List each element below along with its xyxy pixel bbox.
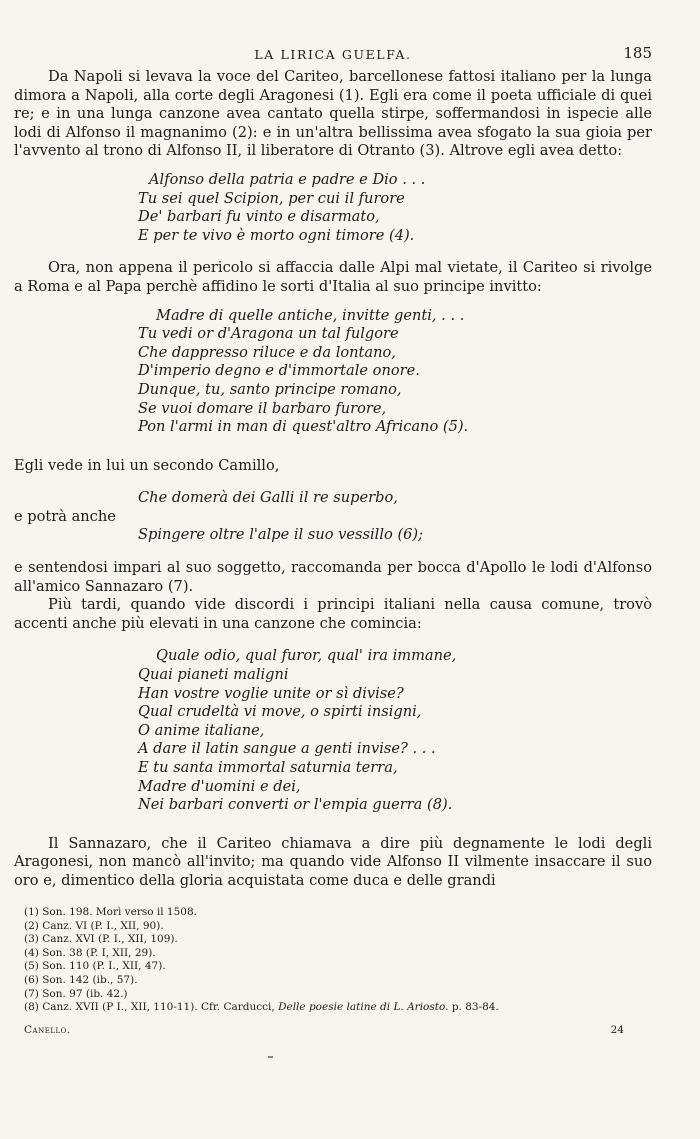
verse-line: Tu vedi or d'Aragona un tal fulgore <box>138 325 399 343</box>
verse-line: Quai pianeti maligni <box>138 666 289 684</box>
book-page <box>14 0 652 1139</box>
paragraph-2: Ora, non appena il pericolo si affaccia dalle Alpi mal vietate, il Cariteo si rivolge a Roma e al Papa perchè affidino le sorti d'Italia al suo principe invitto: <box>14 259 652 295</box>
verse-block-1 <box>14 171 652 245</box>
verse-line: Nei barbari converti or l'empia guerra (8). <box>138 796 453 814</box>
footnote-8 <box>24 1001 652 1015</box>
verse-line: Qual crudeltà vi move, o spirti insigni, <box>138 703 422 721</box>
footnotes <box>24 906 652 1015</box>
main-text <box>14 68 652 891</box>
printer-signature: Canello. <box>24 1024 71 1036</box>
verse-line: Alfonso della patria e padre e Dio . . . <box>149 170 426 188</box>
verse-block-4 <box>14 526 652 545</box>
verse-line: A dare il latin sangue a genti invise? . . . <box>138 740 436 758</box>
footnote: (3) Canz. XVI (P. I., XII, 109). <box>24 933 178 946</box>
footnote: (7) Son. 97 (ib. 42.) <box>24 987 128 1000</box>
verse-block-5 <box>14 647 652 814</box>
verse-line: E tu santa immortal saturnia terra, <box>138 759 398 776</box>
paragraph-5: e sentendosi impari al suo soggetto, raccomanda per bocca d'Apollo le lodi d'Alfonso all'amico Sannazaro (7). <box>14 559 652 595</box>
verse-block-2 <box>14 307 652 437</box>
verse-line: Dunque, tu, santo principe romano, <box>138 380 402 398</box>
verse-line: Madre d'uomini e dei, <box>138 777 301 795</box>
paragraph-3: Egli vede in lui un secondo Camillo, <box>14 456 280 474</box>
verse-block-3 <box>14 489 652 508</box>
verse-line: Pon l'armi in man di quest'altro Africano (5). <box>138 418 469 436</box>
verse-line: Quale odio, qual furor, qual' ira immane, <box>156 647 457 665</box>
verse-line: Che domerà dei Galli il re superbo, <box>138 489 398 507</box>
verse-line: Tu sei quel Scipion, per cui il furore <box>138 189 405 207</box>
page-header <box>14 44 652 64</box>
page-footer <box>24 1024 652 1040</box>
page-number: 185 <box>623 44 652 62</box>
verse-line: Han vostre voglie unite or sì divise? <box>138 684 404 702</box>
verse-line: Spingere oltre l'alpe il suo vessillo (6); <box>138 526 424 544</box>
footnote: (6) Son. 142 (ib., 57). <box>24 973 138 986</box>
verse-line: Se vuoi domare il barbaro furore, <box>138 399 387 417</box>
verse-line: De' barbari fu vinto e disarmato, <box>138 208 380 226</box>
paragraph-7: Il Sannazaro, che il Cariteo chiamava a dire più degnamente le lodi degli Aragonesi, non mancò all'invito; ma quando vide Alfonso II vilmente insaccare il suo oro e, dimentico della gloria acquistata come duca e delle grandi <box>14 834 652 889</box>
running-title: LA LIRICA GUELFA. <box>254 47 412 62</box>
paragraph-1: Da Napoli si levava la voce del Cariteo, barcellonese fattosi italiano per la lunga dimora a Napoli, alla corte degli Aragonesi (1). Egli era come il poeta ufficiale di quei re; e in una lunga canzone avea cantato quella stirpe, soffermandosi in ispecie alle lodi di Alfonso il magnanimo (2): e in un'altra bellissima avea sfogato la sua gioia per l'avvento al trono di Alfonso II, il liberatore di Otranto (3). Altrove egli avea detto: <box>14 68 652 160</box>
verse-line: O anime italiane, <box>138 721 265 739</box>
footnote-8-lead: (8) Canz. XVII (P I., XII, 110-11). Cfr. Carducci, <box>24 1001 275 1014</box>
footnote-8-tail: p. 83-84. <box>451 1001 499 1014</box>
print-speck <box>268 1056 273 1058</box>
sheet-number: 24 <box>610 1024 624 1036</box>
verse-line: E per te vivo è morto ogni timore (4). <box>138 226 415 244</box>
verse-line: Che dappresso riluce e da lontano, <box>138 343 396 361</box>
footnote: (5) Son. 110 (P. I., XII, 47). <box>24 960 166 973</box>
footnote: (1) Son. 198. Morì verso il 1508. <box>24 906 197 918</box>
footnote-8-title: Delle poesie latine di L. Ariosto. <box>278 1001 449 1014</box>
footnote: (2) Canz. VI (P. I., XII, 90). <box>24 919 164 932</box>
verse-line: D'imperio degno e d'immortale onore. <box>138 362 420 380</box>
footnote: (4) Son. 38 (P. I, XII, 29). <box>24 946 156 959</box>
paragraph-4: e potrà anche <box>14 507 116 525</box>
paragraph-6: Più tardi, quando vide discordi i principi italiani nella causa comune, trovò accenti anche più elevati in una canzone che comincia: <box>14 596 652 632</box>
verse-line: Madre di quelle antiche, invitte genti, . . . <box>156 306 465 324</box>
